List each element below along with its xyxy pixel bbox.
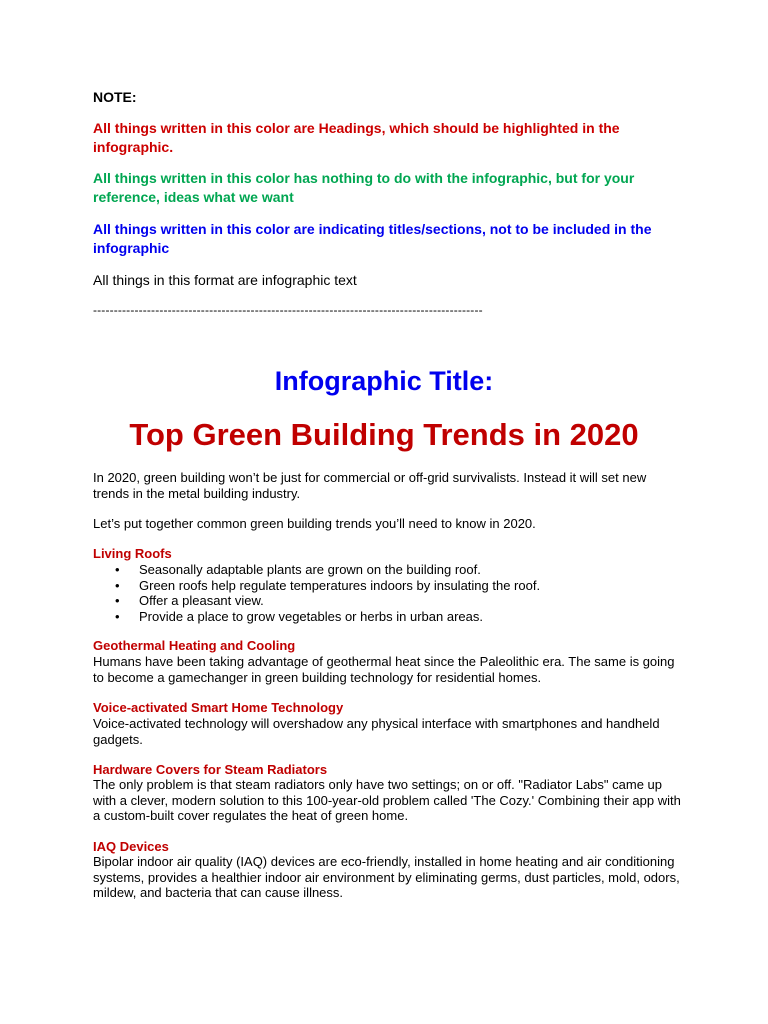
note-label: NOTE: [93, 89, 137, 105]
section-heading-geothermal: Geothermal Heating and Cooling [93, 638, 296, 653]
separator-line: ---------------------------------------------------------------------------------------------- [93, 303, 483, 317]
main-title: Top Green Building Trends in 2020 [129, 417, 639, 452]
bullet-text: Provide a place to grow vegetables or herbs in urban areas. [139, 608, 483, 624]
intro-paragraph-1: In 2020, green building won’t be just for commercial or off-grid survivalists. Instead it will set new trends in the metal building industry. [93, 470, 647, 501]
bullet-icon: • [115, 608, 120, 624]
steam-radiators-paragraph: The only problem is that steam radiators only have two settings; on or off. "Radiator Labs" came up with a clever, modern solution to this 100-year-old problem called 'The Cozy.' Combining their app with a custom-built cover regulates the heat of green home. [93, 777, 681, 823]
bullet-icon: • [115, 577, 120, 593]
section-heading-iaq-devices: IAQ Devices [93, 839, 169, 854]
iaq-devices-paragraph: Bipolar indoor air quality (IAQ) devices are eco-friendly, installed in home heating and air conditioning systems, provides a healthier indoor air environment by eliminating germs, dust particles, mold, odors, mildew, and bacteria that can cause illness. [93, 854, 680, 900]
infographic-title-label: Infographic Title: [274, 366, 494, 396]
bullet-text: Green roofs help regulate temperatures indoors by insulating the roof. [139, 577, 541, 593]
bullet-icon: • [115, 593, 120, 608]
geothermal-paragraph: Humans have been taking advantage of geothermal heat since the Paleolithic era. The same is going to become a gamechanger in green building technology for residential homes. [93, 654, 675, 685]
bullet-icon: • [115, 562, 120, 577]
section-heading-living-roofs: Living Roofs [93, 546, 172, 561]
note-red-heading-line: All things written in this color are Headings, which should be highlighted in the infographic. [93, 120, 620, 155]
section-heading-voice-activated: Voice-activated Smart Home Technology [93, 700, 344, 715]
list-item [93, 593, 683, 609]
living-roofs-bullet-list [93, 562, 683, 624]
list-item [93, 578, 683, 594]
note-green-reference-line: All things written in this color has nothing to do with the infographic, but for your reference, ideas what we want [93, 170, 635, 205]
intro-paragraph-2: Let’s put together common green building trends you’ll need to know in 2020. [93, 516, 536, 531]
note-blue-section-line: All things written in this color are indicating titles/sections, not to be included in the infographic [93, 221, 652, 256]
voice-activated-paragraph: Voice-activated technology will overshadow any physical interface with smartphones and handheld gadgets. [93, 716, 660, 747]
note-plain-text-line: All things in this format are infographic text [93, 272, 357, 288]
list-item [93, 609, 683, 625]
list-item [93, 562, 683, 578]
bullet-text: Offer a pleasant view. [139, 593, 264, 608]
section-heading-steam-radiators: Hardware Covers for Steam Radiators [93, 762, 328, 777]
bullet-text: Seasonally adaptable plants are grown on the building roof. [139, 562, 481, 577]
